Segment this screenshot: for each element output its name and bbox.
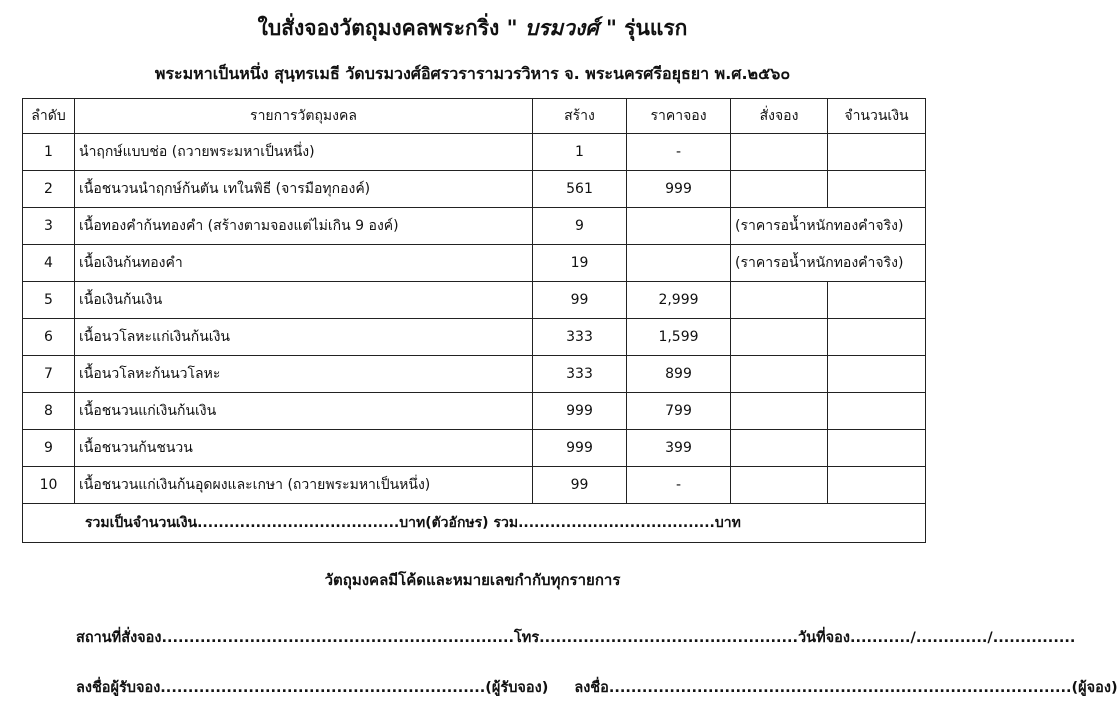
code-note: วัตถุมงคลมีโค้ดและหมายเลขกำกับทุกรายการ	[324, 571, 621, 589]
row-price-note: (ราคารอน้ำหนักทองคำจริง)	[731, 208, 926, 245]
row-price	[627, 245, 731, 282]
row-order-cell[interactable]	[731, 171, 828, 208]
row-price: -	[627, 467, 731, 504]
signature-line	[76, 676, 1118, 699]
row-amount-cell[interactable]	[828, 319, 926, 356]
order-table	[22, 98, 926, 543]
row-built: 999	[533, 393, 627, 430]
col-header-order: สั่งจอง	[731, 99, 828, 134]
table-row	[23, 319, 926, 356]
row-price	[627, 208, 731, 245]
table-row	[23, 393, 926, 430]
table-row	[23, 208, 926, 245]
signer-suffix: (ผู้จอง)	[1071, 680, 1118, 696]
row-built: 333	[533, 319, 627, 356]
row-price: 1,599	[627, 319, 731, 356]
row-price: 799	[627, 393, 731, 430]
row-amount-cell[interactable]	[828, 393, 926, 430]
total-amount-field[interactable]: ......................................	[197, 515, 400, 531]
total-label: รวมเป็นจำนวนเงิน	[85, 515, 198, 531]
row-no: 5	[23, 282, 75, 319]
recipient-label: ลงชื่อผู้รับจอง	[76, 680, 161, 696]
title-prefix: ใบสั่งจองวัตถุมงคลพระกริ่ง	[257, 16, 500, 40]
place-field[interactable]: ................................................................	[161, 630, 514, 646]
row-no: 10	[23, 467, 75, 504]
signer-label: ลงชื่อ	[574, 680, 609, 696]
table-row	[23, 134, 926, 171]
table-row	[23, 467, 926, 504]
row-built: 99	[533, 467, 627, 504]
table-row	[23, 282, 926, 319]
row-built: 9	[533, 208, 627, 245]
table-row	[23, 245, 926, 282]
page-title	[0, 12, 945, 44]
signer-signature-field[interactable]: ....................................................................................	[608, 680, 1072, 696]
row-amount-cell[interactable]	[828, 356, 926, 393]
page-subtitle: พระมหาเป็นหนึ่ง สุนฺทรเมธี วัดบรมวงศ์อิศรวรารามวรวิหาร จ. พระนครศรีอยุธยา พ.ศ.๒๕๖๐	[154, 64, 791, 83]
title-name: " บรมวงศ์ "	[506, 16, 617, 40]
row-no: 2	[23, 171, 75, 208]
row-order-cell[interactable]	[731, 356, 828, 393]
total-baht-label: บาท	[714, 515, 741, 531]
row-price: 399	[627, 430, 731, 467]
row-built: 19	[533, 245, 627, 282]
row-item: เนื้อเงินก้นทองคำ	[75, 245, 533, 282]
row-item: เนื้อชนวนนำฤกษ์ก้นตัน เทในพิธี (จารมือทุกองค์)	[75, 171, 533, 208]
order-info-line	[76, 626, 1075, 649]
total-row	[23, 504, 926, 543]
row-built: 561	[533, 171, 627, 208]
total-cell	[23, 504, 926, 543]
row-order-cell[interactable]	[731, 467, 828, 504]
row-no: 8	[23, 393, 75, 430]
total-text-field[interactable]: .....................................	[518, 515, 715, 531]
row-amount-cell[interactable]	[828, 467, 926, 504]
row-item: เนื้อชนวนแก่เงินก้นอุดผงและเกษา (ถวายพระมหาเป็นหนึ่ง)	[75, 467, 533, 504]
row-price: 2,999	[627, 282, 731, 319]
table-row	[23, 356, 926, 393]
col-header-price: ราคาจอง	[627, 99, 731, 134]
col-header-amount: จำนวนเงิน	[828, 99, 926, 134]
row-item: เนื้อนวโลหะแก่เงินก้นเงิน	[75, 319, 533, 356]
row-price: 999	[627, 171, 731, 208]
row-built: 1	[533, 134, 627, 171]
phone-field[interactable]: ...............................................	[539, 630, 799, 646]
row-price: 899	[627, 356, 731, 393]
row-built: 999	[533, 430, 627, 467]
row-amount-cell[interactable]	[828, 171, 926, 208]
recipient-signature-field[interactable]: ...........................................................	[160, 680, 486, 696]
row-no: 6	[23, 319, 75, 356]
row-item: เนื้อชนวนแก่เงินก้นเงิน	[75, 393, 533, 430]
row-item: เนื้อทองคำก้นทองคำ (สร้างตามจองแต่ไม่เกิน 9 องค์)	[75, 208, 533, 245]
date-field[interactable]: .........../............./...............	[849, 630, 1076, 646]
row-item: นำฤกษ์แบบช่อ (ถวายพระมหาเป็นหนึ่ง)	[75, 134, 533, 171]
row-amount-cell[interactable]	[828, 430, 926, 467]
row-no: 7	[23, 356, 75, 393]
row-no: 1	[23, 134, 75, 171]
col-header-no: ลำดับ	[23, 99, 75, 134]
row-no: 4	[23, 245, 75, 282]
row-built: 333	[533, 356, 627, 393]
total-baht-text-label: บาท(ตัวอักษร) รวม	[399, 515, 519, 531]
row-item: เนื้อเงินก้นเงิน	[75, 282, 533, 319]
row-order-cell[interactable]	[731, 319, 828, 356]
row-amount-cell[interactable]	[828, 282, 926, 319]
table-row	[23, 430, 926, 467]
row-price: -	[627, 134, 731, 171]
row-price-note: (ราคารอน้ำหนักทองคำจริง)	[731, 245, 926, 282]
row-order-cell[interactable]	[731, 134, 828, 171]
row-item: เนื้อชนวนก้นชนวน	[75, 430, 533, 467]
table-header-row	[23, 99, 926, 134]
row-order-cell[interactable]	[731, 282, 828, 319]
row-amount-cell[interactable]	[828, 134, 926, 171]
row-order-cell[interactable]	[731, 430, 828, 467]
recipient-suffix: (ผู้รับจอง)	[485, 680, 549, 696]
date-label: วันที่จอง	[798, 630, 850, 646]
table-row	[23, 171, 926, 208]
row-no: 3	[23, 208, 75, 245]
row-item: เนื้อนวโลหะก้นนวโลหะ	[75, 356, 533, 393]
row-built: 99	[533, 282, 627, 319]
row-no: 9	[23, 430, 75, 467]
col-header-built: สร้าง	[533, 99, 627, 134]
title-suffix: รุ่นแรก	[624, 16, 688, 40]
col-header-item: รายการวัตถุมงคล	[75, 99, 533, 134]
row-order-cell[interactable]	[731, 393, 828, 430]
phone-label: โทร	[514, 630, 540, 646]
place-label: สถานที่สั่งจอง	[76, 630, 162, 646]
